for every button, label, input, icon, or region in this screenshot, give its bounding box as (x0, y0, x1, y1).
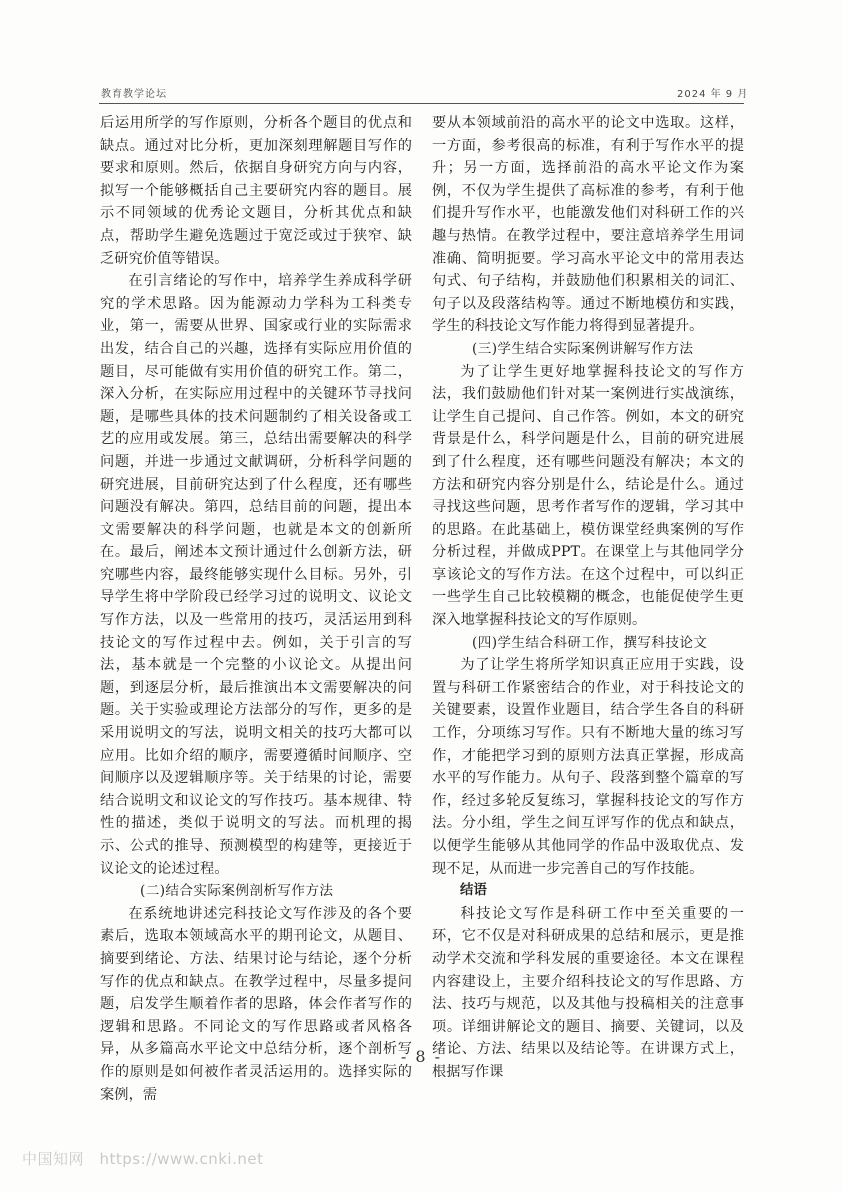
header-divider (99, 103, 744, 104)
section-subheading: (四)学生结合科研工作，撰写科技论文 (472, 634, 708, 651)
conclusion-heading: 结语 (460, 883, 487, 899)
left-column (100, 112, 412, 1106)
right-column (432, 112, 744, 1084)
paragraph: 后运用所学的写作原则，分析各个题目的优点和缺点。通过对比分析，更加深刻理解题目写作的要求和原则。然后，依据自身研究方向与内容，拟写一个能够概括自己主要研究内容的题目。展示不同领域的优秀论文题目，分析其优点和缺点，帮助学生避免选题过于宽泛或过于狭窄、缺乏研究价值等错误。 (100, 115, 412, 267)
paragraph: 在系统地讲述完科技论文写作涉及的各个要素后，选取本领域高水平的期刊论文，从题目、摘要到绪论、方法、结果讨论与结论，逐个分析写作的优点和缺点。在教学过程中，尽量多提问题，启发学生顺着作者的思路，体会作者写作的逻辑和思路。不同论文的写作思路或者风格各异，从多篇高水平论文中总结分析，逐个剖析写作的原则是如何被作者灵活运用的。选择实际的案例，需 (100, 905, 412, 1103)
page-number: - 8 - (400, 1047, 443, 1066)
paragraph: 为了让学生更好地掌握科技论文的写作方法，我们鼓励他们针对某一案例进行实战演练，让学生自己提问、自己作答。例如，本文的研究背景是什么，科学问题是什么，目前的研究进展到了什么程度，还有哪些问题没有解决；本文的方法和研究内容分别是什么，结论是什么。通过寻找这些问题，思考作者写作的逻辑，学习其中的思路。在此基础上，模仿课堂经典案例的写作分析过程，并做成PPT。在课堂上与其他同学分享该论文的写作方法。在这个过程中，可以纠正一些学生自己比较模糊的概念，也能促使学生更深入地掌握科技论文的写作原则。 (432, 363, 744, 629)
paragraph: 为了让学生将所学知识真正应用于实践，设置与科研工作紧密结合的作业，对于科技论文的关键要素，设置作业题目，结合学生各自的科研工作，分项练习写作。只有不断地大量的练习写作，才能把学习到的原则方法真正掌握，形成高水平的写作能力。从句子、段落到整个篇章的写作，经过多轮反复练习，掌握科技论文的写作方法。分小组，学生之间互评写作的优点和缺点，以便学生能够从其他同学的作品中汲取优点、发现不足，从而进一步完善自己的写作技能。 (432, 657, 744, 877)
cnki-watermark: 中国知网 https://www.cnki.net (22, 1150, 264, 1168)
journal-name: 教育教学论坛 (101, 89, 167, 100)
section-subheading: (三)学生结合实际案例讲解写作方法 (472, 340, 694, 357)
paragraph: 在引言绪论的写作中，培养学生养成科学研究的学术思路。因为能源动力学科为工科类专业，第一，需要从世界、国家或行业的实际需求出发，结合自己的兴趣，选择有实际应用价值的题目，尽可能做有实用价值的研究工作。第二，深入分析，在实际应用过程中的关键环节寻找问题，是哪些具体的技术问题制约了相关设备或工艺的应用或发展。第三，总结出需要解决的科学问题，并进一步通过文献调研，分析科学问题的研究进展，目前研究达到了什么程度，还有哪些问题没有解决。第四，总结目前的问题，提出本文需要解决的科学问题，也就是本文的创新所在。最后，阐述本文预计通过什么创新方法，研究哪些内容，最终能够实现什么目标。另外，引导学生将中学阶段已经学习过的说明文、议论文写作方法，以及一些常用的技巧，灵活运用到科技论文的写作过程中去。例如，关于引言的写法，基本就是一个完整的小议论文。从提出问题，到逐层分析，最后推演出本文需要解决的问题。关于实验或理论方法部分的写作，更多的是采用说明文的写法，说明文相关的技巧大都可以应用。比如介绍的顺序，需要遵循时间顺序、空间顺序以及逻辑顺序等。关于结果的讨论，需要结合说明文和议论文的写作技巧。基本规律、特性的描述，类似于说明文的写法。而机理的揭示、公式的推导、预测模型的构建等，更接近于议论文的论述过程。 (100, 273, 412, 877)
section-subheading: (二)结合实际案例剖析写作方法 (140, 883, 334, 900)
paragraph: 科技论文写作是科研工作中至关重要的一环，它不仅是对科研成果的总结和展示，更是推动学术交流和学科发展的重要途径。本文在课程内容建设上，主要介绍科技论文的写作思路、方法、技巧与规范，以及其他与投稿相关的注意事项。详细讲解论文的题目、摘要、关键词，以及绪论、方法、结果以及结论等。在讲课方式上，根据写作课 (432, 905, 744, 1080)
issue-date: 2024 年 9 月 (677, 89, 749, 100)
paragraph: 要从本领域前沿的高水平的论文中选取。这样，一方面，参考很高的标准，有利于写作水平的提升；另一方面，选择前沿的高水平论文作为案例，不仅为学生提供了高标准的参考，有利于他们提升写作水平，也能激发他们对科研工作的兴趣与热情。在教学过程中，要注意培养学生用词准确、简明扼要。学习高水平论文中的常用表达句式、句子结构，并鼓励他们积累相关的词汇、句子以及段落结构等。通过不断地模仿和实践，学生的科技论文写作能力将得到显著提升。 (432, 115, 744, 335)
